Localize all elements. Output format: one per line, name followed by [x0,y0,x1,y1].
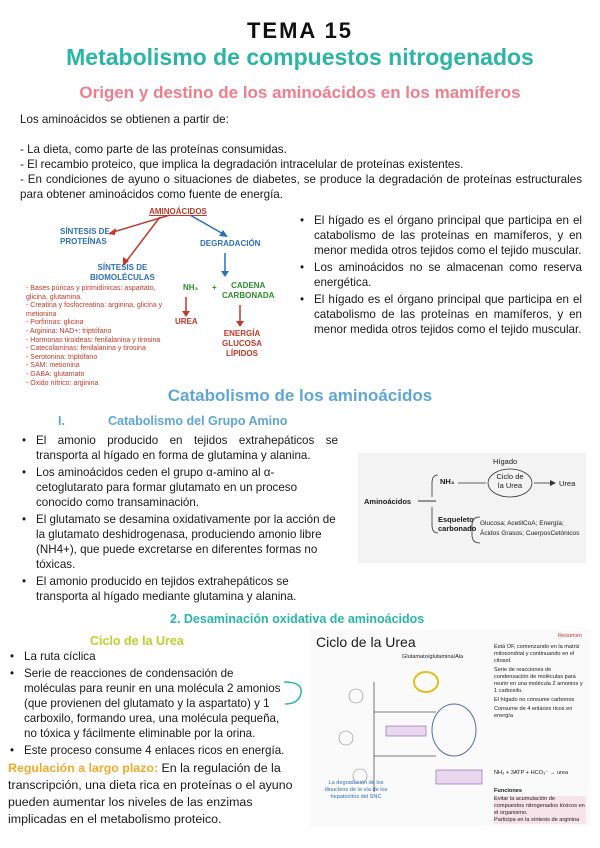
list-item: - Creatina y fosfocreatina: arginina, glicina y metionina [26,302,163,318]
figure-glutamate-label: Glutamato/glutamina/Ala [402,654,464,660]
arrowhead-energy [236,321,244,327]
liver-fate-diagram [358,453,586,563]
figure-summary-label: Resumen [558,633,582,639]
intro-list [20,142,582,202]
enzyme-box [436,770,482,784]
bullet-item: • El amonio producido en tejidos extrahepáticos se transporta al hígado mediante glutamina y alanina. [20,574,338,604]
urea-cycle-label: Ciclo de la Urea [496,472,524,490]
intro-item: - La dieta, como parte de las proteínas consumidas. [20,143,287,156]
subsection-heading-deamination: 2. Desaminación oxidativa de aminoácidos [170,612,425,626]
bullet-item: • El hígado es el órgano principal que participa en el catabolismo de las proteínas en mamíferos, y en menor medida otros tejidos como el tejido muscular. [298,292,582,337]
figure-equation: NH₃ + 3ATP + HCO₃⁻ → urea [494,770,569,776]
arrow-to-protein [110,215,170,233]
figure-function: Participa en la síntesis de arginina [494,817,580,823]
section-heading-origin: Origen y destino de los aminoácidos en los mamíferos [79,83,521,102]
section-heading-catabolism: Catabolismo de los aminoácidos [167,386,433,405]
urea-cycle-figure [310,630,590,826]
intro-item: - En condiciones de ayuno o situaciones de diabetes, se produce la degradación de proteínas estructurales para obtener aminoácidos como fuente de energía. [20,173,582,201]
list-item: - Porfirinas: glicina [26,319,84,327]
subsection-heading-amino: Catabolismo del Grupo Amino [108,414,288,428]
amino-catabolism-bullets [20,433,338,606]
carbon-skeleton-label: Esqueleto carbonado [438,515,477,533]
diagram-degradation: DEGRADACIÓN [200,239,261,248]
liver-label: Hígado [493,457,518,466]
subsection-number: I. [58,414,65,428]
arrowhead-urea [550,480,556,486]
diagram-biomolecule-synthesis: SÍNTESIS DE BIOMOLÉCULAS [90,263,155,282]
list-item: - Bases púricas y pirimidínicas: aspartato, glicina, glutamina. [26,285,156,301]
mitochondria-outline [432,704,476,756]
figure-caption: La degradación de los dinucleos de la vía de los hepatocitos del SNC [324,780,388,800]
nh3-label: NH₃ [440,477,455,486]
arrowhead-products [221,271,229,277]
figure-functions-box [494,796,586,824]
brace-top [432,475,438,497]
arrow-to-degradation [190,215,225,235]
enzyme-box [386,726,426,736]
bullet-item: • El amonio producido en tejidos extrahepáticos se transporta al hígado en forma de glutamina y alanina. [20,433,338,463]
highlight-circle [414,672,438,692]
teal-curve-decoration [281,678,307,708]
urea-label: Urea [559,479,576,488]
molecule-structure [339,731,353,745]
products-label: Glucosa; AcetilCoA; Energía; Ácidos Grasos; CuerposCetónicos [480,520,580,537]
figure-bullet: Consume de 4 enlaces ricos en energía [494,706,573,719]
bullet-item: • El hígado es el órgano principal que participa en el catabolismo de las proteínas en mamíferos, y en menor medida otros tejidos como el tejido muscular. [298,213,582,258]
biomolecule-list [26,285,176,388]
aminoacids-label: Aminoácidos [364,497,412,506]
bullet-item: • Los aminoácidos ceden el grupo α-amino al α-cetoglutarato para formar glutamato en un proceso conocido como transaminación. [20,465,338,510]
list-item: - Arginina: NAD+: triptófano [26,327,112,335]
bullet-item: • El glutamato se desamina oxidativamente por la acción de la glutamato deshidrogenasa, produciendo amonio libre (NH4+), que puede excretarse en diferentes formas no tóxicas. [20,512,338,572]
topic-number: TEMA 15 [246,18,354,43]
bullet-item: • Este proceso consume 4 enlaces ricos en energía. [8,743,288,758]
diagram-urea: UREA [175,317,198,326]
regulation-paragraph [8,760,304,828]
diagram-energy: ENERGÍA GLUCOSA LÍPIDOS [222,329,262,358]
page-title: Metabolismo de compuestos nitrogenados [66,44,534,70]
liver-bullets [298,213,582,339]
list-item: - Hormonas tiroideas: fenilalanina y tirosina [26,336,161,344]
aminoacid-fate-diagram [20,205,295,385]
intro-item: - El recambio proteico, que implica la degradación intracelular de proteínas existentes. [20,158,464,171]
bullet-item: • La ruta cíclica [8,649,288,664]
urea-cycle-heading: Ciclo de la Urea [90,634,184,648]
figure-title: Ciclo de la Urea [316,634,416,650]
bullet-item: • Los aminoácidos no se almacenan como reserva energética. [298,260,582,290]
figure-bullets [494,644,586,720]
figure-functions-title: Funciones [494,788,522,794]
figure-bullet: Serie de reacciones de condensación de moléculas para reunir en una molécula 2 amonios y 1 carboxilo. [494,667,583,694]
intro-lead: Los aminoácidos se obtienen a partir de: [20,113,229,126]
molecule-structure [349,689,363,703]
liver-diagram-lines [358,453,586,563]
figure-bullet: El hígado no consume carbonos [494,697,575,703]
list-item: - Catecolaminas: fenilalanina y tirosina [26,345,146,353]
diagram-protein-synthesis: SÍNTESIS DE PROTEÍNAS [60,227,110,246]
figure-bullet: Está OF, comenzando en la matriz mitocondrial y continuando en el citosol. [494,644,580,664]
list-item: - Óxido nítrico: arginina [26,379,99,387]
bullet-item: • Serie de reacciones de condensación de moléculas para reunir en una molécula 2 amonios (que provienen del glutamato y la aspartato) y 1 carboxilo, formando urea, una molécula pequeña, no tóxica y fácilmente eliminable por la orina. [8,666,288,741]
diagram-carbon-chain: CADENA CARBONADA [222,281,275,300]
diagram-aminoacids-label: AMINOÁCIDOS [149,207,207,216]
figure-function: Evitar la acumulación de compuestos nitrogenados tóxicos en el organismo. [494,796,585,816]
regulation-label: Regulación a largo plazo: [8,761,159,775]
list-item: - Serotonina: triptófano [26,353,98,361]
diagram-nh3: NH₃ [183,283,199,292]
list-item: - GABA: glutamato [26,370,85,378]
arrowhead-degradation [219,230,228,237]
diagram-plus: + [212,283,217,292]
list-item: - SAM: metionina [26,362,80,370]
regulation-text: En la regulación de la transcripción, una dieta rica en proteínas o el ayuno pueden aumentar los niveles de las enzimas implicadas en el metabolismo proteico. [8,761,293,826]
urea-cycle-bullets [8,649,288,760]
